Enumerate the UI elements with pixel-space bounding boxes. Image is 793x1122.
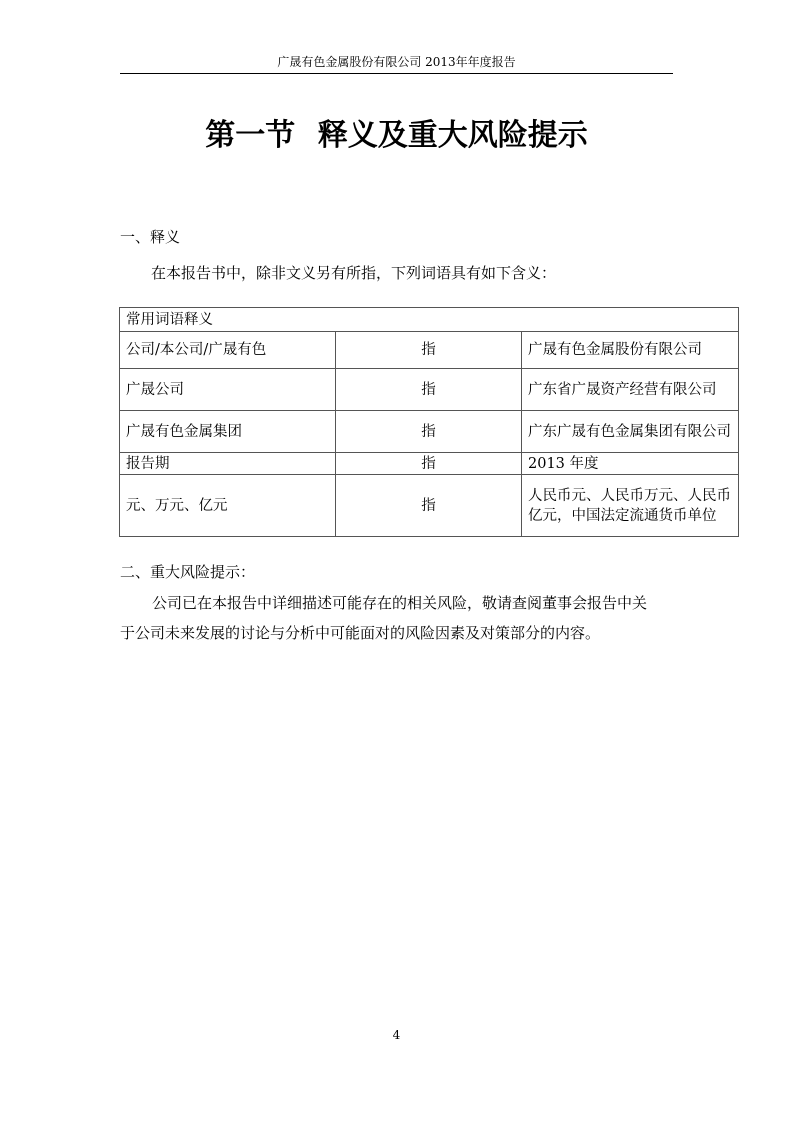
definition-cell: 广东广晟有色金属集团有限公司 [522, 411, 739, 453]
table-caption-row [120, 308, 739, 332]
header-divider [120, 73, 673, 74]
definitions-table [119, 307, 739, 537]
section-heading-definitions: 一、释义 [120, 228, 181, 246]
relation-cell: 指 [336, 332, 522, 369]
definitions-intro: 在本报告书中，除非文义另有所指，下列词语具有如下含义： [151, 264, 557, 282]
table-caption: 常用词语释义 [120, 308, 739, 332]
relation-cell: 指 [336, 475, 522, 537]
term-cell: 广晟公司 [120, 369, 336, 411]
definition-cell: 广东省广晟资产经营有限公司 [522, 369, 739, 411]
page-number: 4 [392, 1028, 401, 1042]
term-cell: 报告期 [120, 453, 336, 475]
page-header: 广晟有色金属股份有限公司 2013年年度报告 [277, 55, 516, 69]
page-title: 第一节 释义及重大风险提示 [205, 118, 588, 153]
section-heading-risk: 二、重大风险提示： [120, 563, 256, 581]
relation-cell: 指 [336, 453, 522, 475]
table-row [120, 411, 739, 453]
relation-cell: 指 [336, 411, 522, 453]
term-cell: 元、万元、亿元 [120, 475, 336, 537]
table-row [120, 475, 739, 537]
risk-paragraph-line-2: 于公司未来发展的讨论与分析中可能面对的风险因素及对策部分的内容。 [120, 624, 601, 642]
definition-cell: 人民币元、人民币万元、人民币亿元，中国法定流通货币单位 [522, 475, 739, 537]
definition-cell: 2013 年度 [522, 453, 739, 475]
definition-cell: 广晟有色金属股份有限公司 [522, 332, 739, 369]
risk-paragraph-line-1: 公司已在本报告中详细描述可能存在的相关风险，敬请查阅董事会报告中关 [152, 594, 648, 612]
relation-cell: 指 [336, 369, 522, 411]
term-cell: 广晟有色金属集团 [120, 411, 336, 453]
table-row [120, 453, 739, 475]
table-row [120, 369, 739, 411]
term-cell: 公司/本公司/广晟有色 [120, 332, 336, 369]
table-row [120, 332, 739, 369]
